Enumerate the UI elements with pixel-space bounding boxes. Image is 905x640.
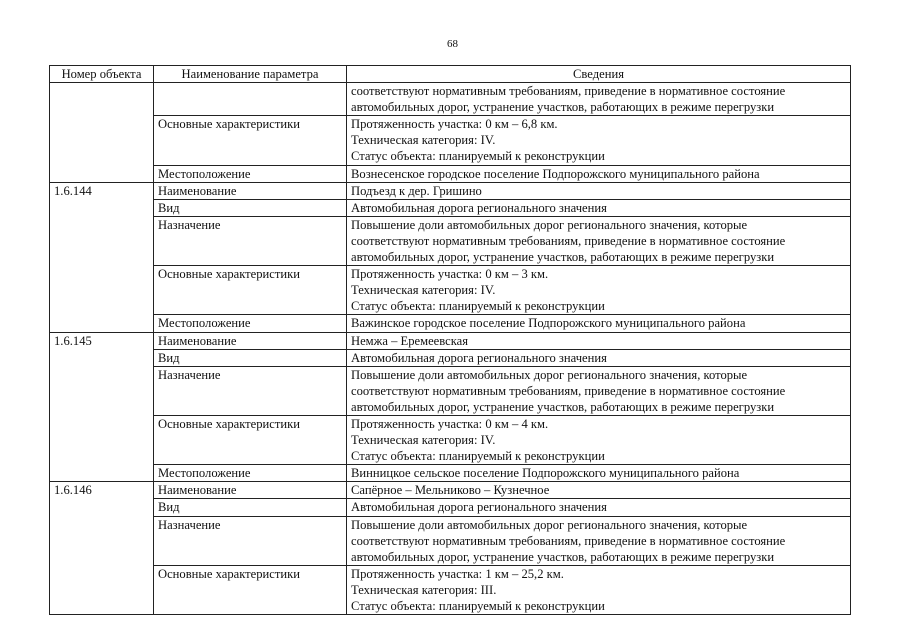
detail-line: Важинское городское поселение Подпорожского муниципального района <box>351 316 746 331</box>
detail-value <box>347 165 851 182</box>
detail-value <box>347 366 851 415</box>
table-row <box>50 199 851 216</box>
detail-line: Протяженность участка: 0 км – 3 км. <box>351 267 549 282</box>
table-row <box>50 266 851 315</box>
parameter-name: Наименование <box>154 182 347 199</box>
detail-line: Техническая категория: III. <box>351 582 497 597</box>
detail-line: Немжа – Еремеевская <box>351 333 469 348</box>
detail-line: Автомобильная дорога регионального значения <box>351 350 607 365</box>
table-row <box>50 116 851 165</box>
detail-value <box>347 565 851 614</box>
header-object-number: Номер объекта <box>50 66 154 83</box>
table-row <box>50 465 851 482</box>
detail-line: автомобильных дорог, устранение участков, работающих в режиме перегрузки <box>351 250 775 265</box>
detail-value <box>347 415 851 464</box>
table-row <box>50 516 851 565</box>
detail-line: Автомобильная дорога регионального значения <box>351 500 607 515</box>
header-parameter-name: Наименование параметра <box>154 66 347 83</box>
table-body <box>50 83 851 615</box>
table-row <box>50 349 851 366</box>
detail-line: Техническая категория: IV. <box>351 133 496 148</box>
detail-value <box>347 516 851 565</box>
object-number-cell <box>50 83 154 183</box>
object-number: 1.6.145 <box>50 332 154 482</box>
detail-value <box>347 349 851 366</box>
detail-value <box>347 315 851 332</box>
parameter-name: Назначение <box>154 216 347 265</box>
detail-line: Техническая категория: IV. <box>351 283 496 298</box>
detail-line: Протяженность участка: 1 км – 25,2 км. <box>351 566 564 581</box>
parameter-name: Основные характеристики <box>154 565 347 614</box>
parameter-name <box>154 83 347 116</box>
detail-line: Статус объекта: планируемый к реконструкции <box>351 599 605 613</box>
detail-value <box>347 216 851 265</box>
table-row <box>50 415 851 464</box>
object-number: 1.6.144 <box>50 182 154 332</box>
table-row <box>50 332 851 349</box>
detail-line: автомобильных дорог, устранение участков, работающих в режиме перегрузки <box>351 100 775 115</box>
page-number: 68 <box>447 38 458 50</box>
parameter-name: Вид <box>154 349 347 366</box>
parameter-name: Основные характеристики <box>154 415 347 464</box>
detail-line: соответствуют нормативным требованиям, приведение в нормативное состояние <box>351 533 786 548</box>
parameter-name: Местоположение <box>154 165 347 182</box>
detail-value <box>347 499 851 516</box>
detail-value <box>347 332 851 349</box>
detail-line: соответствуют нормативным требованиям, приведение в нормативное состояние <box>351 233 786 248</box>
detail-line: Протяженность участка: 0 км – 4 км. <box>351 416 549 431</box>
detail-line: Вознесенское городское поселение Подпорожского муниципального района <box>351 166 760 181</box>
parameter-name: Наименование <box>154 482 347 499</box>
parameter-name: Основные характеристики <box>154 116 347 165</box>
parameter-name: Основные характеристики <box>154 266 347 315</box>
parameter-name: Назначение <box>154 366 347 415</box>
parameter-name: Назначение <box>154 516 347 565</box>
detail-line: соответствуют нормативным требованиям, приведение в нормативное состояние <box>351 383 786 398</box>
detail-line: Винницкое сельское поселение Подпорожского муниципального района <box>351 466 740 481</box>
detail-line: Статус объекта: планируемый к реконструкции <box>351 149 605 164</box>
detail-line: Статус объекта: планируемый к реконструкции <box>351 449 605 464</box>
table-row <box>50 216 851 265</box>
detail-line: Повышение доли автомобильных дорог регионального значения, которые <box>351 517 748 532</box>
table-row <box>50 499 851 516</box>
detail-value <box>347 266 851 315</box>
parameter-name: Вид <box>154 499 347 516</box>
parameter-name: Местоположение <box>154 465 347 482</box>
detail-line: Статус объекта: планируемый к реконструкции <box>351 299 605 314</box>
object-number: 1.6.146 <box>50 482 154 615</box>
detail-line: Техническая категория: IV. <box>351 433 496 448</box>
table-row <box>50 165 851 182</box>
detail-line: Повышение доли автомобильных дорог регионального значения, которые <box>351 367 748 382</box>
detail-value <box>347 116 851 165</box>
table-row <box>50 565 851 614</box>
detail-line: автомобильных дорог, устранение участков, работающих в режиме перегрузки <box>351 399 775 414</box>
detail-value <box>347 482 851 499</box>
detail-value <box>347 465 851 482</box>
parameter-name: Наименование <box>154 332 347 349</box>
objects-table <box>49 65 851 615</box>
detail-value <box>347 199 851 216</box>
detail-line: соответствуют нормативным требованиям, приведение в нормативное состояние <box>351 84 786 99</box>
table-row <box>50 366 851 415</box>
parameter-name: Вид <box>154 199 347 216</box>
detail-line: Автомобильная дорога регионального значения <box>351 200 607 215</box>
detail-line: Повышение доли автомобильных дорог регионального значения, которые <box>351 217 748 232</box>
detail-line: автомобильных дорог, устранение участков, работающих в режиме перегрузки <box>351 549 775 564</box>
detail-value <box>347 182 851 199</box>
table-row <box>50 83 851 116</box>
table-row <box>50 315 851 332</box>
header-details: Сведения <box>347 66 851 83</box>
detail-line: Подъезд к дер. Гришино <box>351 183 482 198</box>
table-row <box>50 482 851 499</box>
table-row <box>50 182 851 199</box>
detail-value <box>347 83 851 116</box>
detail-line: Протяженность участка: 0 км – 6,8 км. <box>351 117 558 132</box>
table-header-row <box>50 66 851 83</box>
detail-line: Сапёрное – Мельниково – Кузнечное <box>351 483 550 498</box>
parameter-name: Местоположение <box>154 315 347 332</box>
